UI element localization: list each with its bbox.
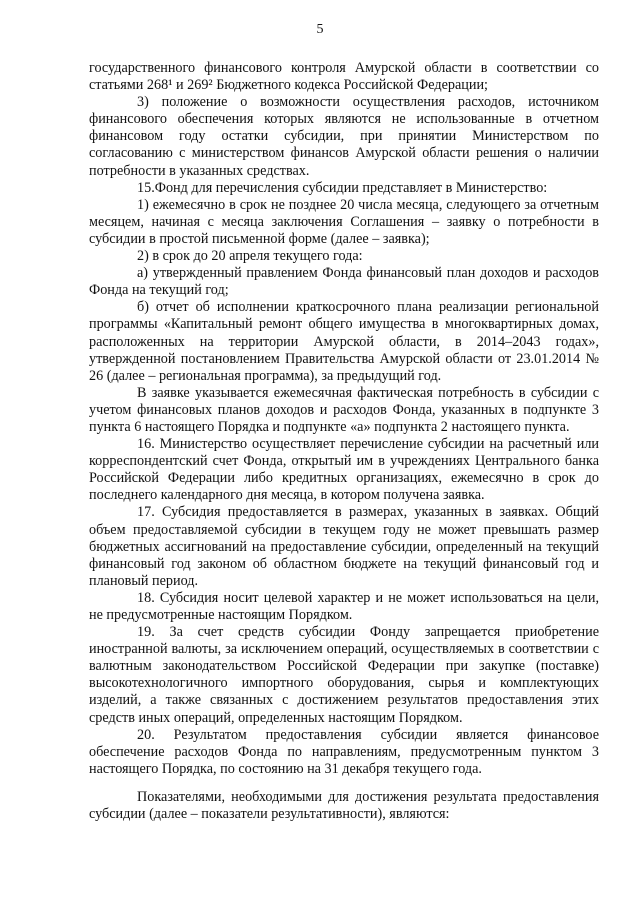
paragraph-19: 19. За счет средств субсидии Фонду запрещается приобретение иностранной валюты, за исключением операций, осуществляемых в соответствии с валютным законодательством Российской Федерации при закупке (поставке) высокотехнологичного импортного оборудования, сырья и комплектующих изделий, а также связанных с достижением результатов предоставления этих средств иных операций, определенных настоящим Порядком. — [89, 624, 599, 726]
paragraph-15-item-2: 2) в срок до 20 апреля текущего года: — [137, 248, 363, 265]
paragraph-16: 16. Министерство осуществляет перечисление субсидии на расчетный или корреспондентский счет Фонда, открытый им в учреждениях Центрального банка Российской Федерации либо кредитных организациях, ежемесячно в срок до последнего календарного дня месяца, в котором получена заявка. — [89, 436, 599, 504]
paragraph-15-item-2a: а) утвержденный правлением Фонда финансовый план доходов и расходов Фонда на текущий год; — [89, 265, 599, 299]
paragraph-18: 18. Субсидия носит целевой характер и не может использоваться на цели, не предусмотренные настоящим Порядком. — [89, 589, 599, 623]
paragraph-state-control: государственного финансового контроля Амурской области в соответствии со статьями 268¹ и 269² Бюджетного кодекса Российской Федерации; — [89, 60, 599, 94]
page-number: 5 — [316, 22, 324, 37]
paragraph-20: 20. Результатом предоставления субсидии является финансовое обеспечение расходов Фонда по направлениям, предусмотренным пунктом 3 настоящего Порядка, по состоянию на 31 декабря текущего года. — [89, 726, 599, 777]
document-body — [89, 60, 599, 823]
paragraph-15: 15.Фонд для перечисления субсидии представляет в Министерство: — [137, 179, 548, 196]
paragraph-request-contents: В заявке указывается ежемесячная фактическая потребность в субсидии с учетом финансовых планов доходов и расходов Фонда, указанных в подпункте 3 пункта 6 настоящего Порядка и подпункте «а» подпункта 2 настоящего пункта. — [89, 384, 599, 435]
paragraph-15-item-2b: б) отчет об исполнении краткосрочного плана реализации региональной программы «Капитальный ремонт общего имущества в многоквартирных домах, расположенных на территории Амурской области, в 2014–2043 годах», утвержденной постановлением Правительства Амурской области от 23.01.2014 № 26 (далее – региональная программа), за предыдущий год. — [89, 299, 599, 384]
paragraph-item-3-unused-balances: 3) положение о возможности осуществления расходов, источником финансового обеспечения которых являются не использованные в отчетном финансовом году остатки субсидии, при принятии Министерством по согласованию с министерством финансов Амурской области решения о наличии потребности в указанных средствах. — [89, 94, 599, 179]
paragraph-15-item-1: 1) ежемесячно в срок не позднее 20 числа месяца, следующего за отчетным месяцем, начиная с месяца заключения Соглашения – заявку о потребности в субсидии в простой письменной форме (далее – заявка); — [89, 196, 599, 247]
paragraph-performance-indicators: Показателями, необходимыми для достижения результата предоставления субсидии (далее – показатели результативности), являются: — [89, 788, 599, 823]
paragraph-17: 17. Субсидия предоставляется в размерах, указанных в заявках. Общий объем предоставляемой субсидии в текущем году не может превышать размер бюджетных ассигнований на предоставление субсидии, определенный на текущий финансовый год законом об областном бюджете на текущий финансовый год и плановый период. — [89, 504, 599, 589]
